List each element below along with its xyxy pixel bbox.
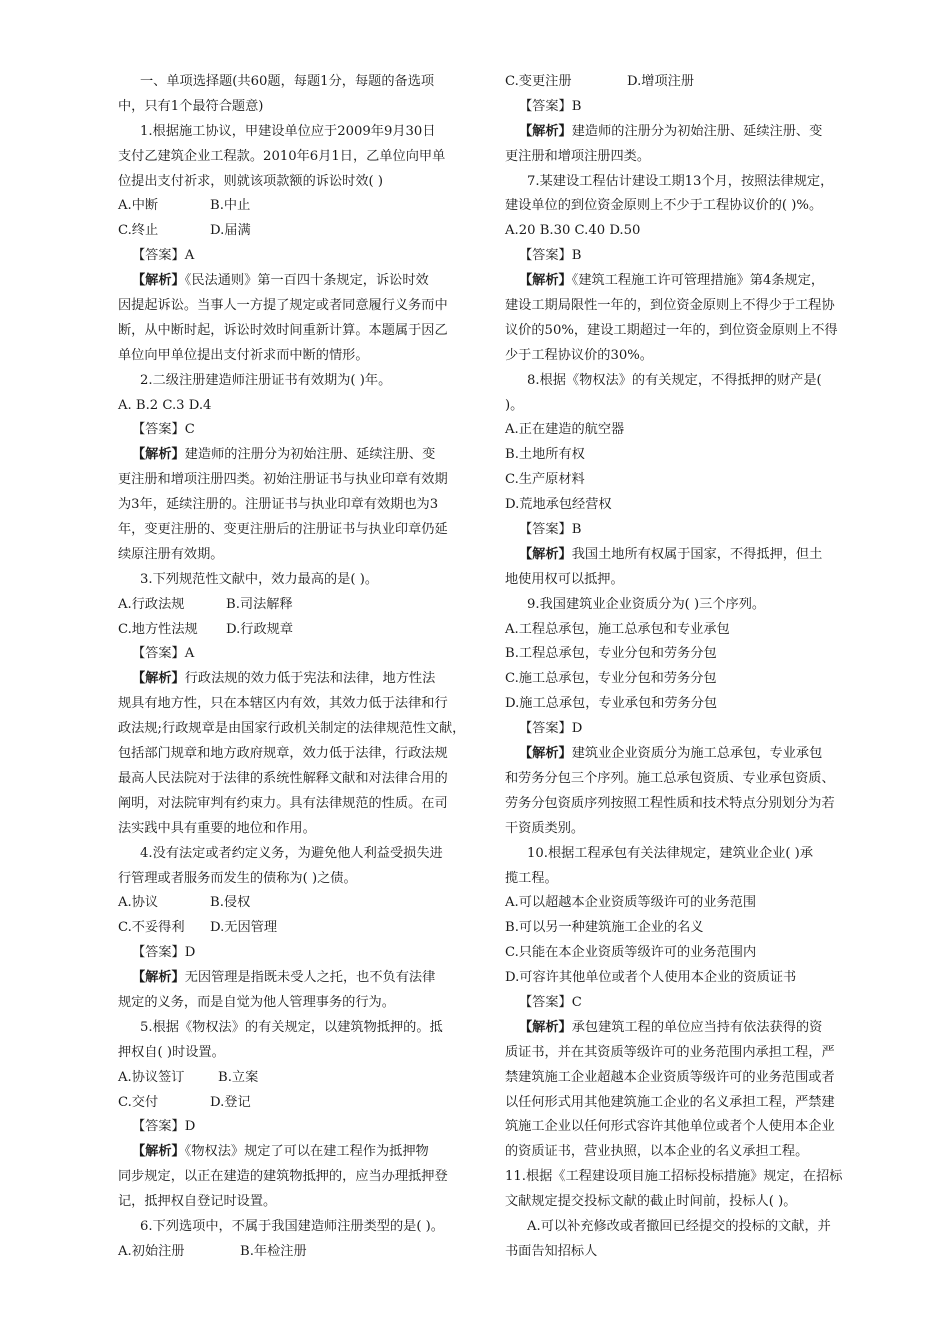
text-line: 地使用权可以抵押。 — [505, 571, 624, 587]
option-a: C.不妥得利 — [118, 920, 185, 936]
answer-line: 【答案】C — [519, 994, 582, 1010]
text-line: 质证书，并在其资质等级许可的业务范围内承担工程，严 — [505, 1044, 835, 1060]
option-b: B.中止 — [210, 198, 251, 214]
text-line: 规定的义务，而是自觉为他人管理事务的行为。 — [118, 994, 395, 1010]
text-line: 最高人民法院对于法律的系统性解释文献和对法律合用的 — [118, 770, 448, 786]
option-pair-line — [118, 618, 470, 643]
text-line: 续原注册有效期。 — [118, 546, 224, 562]
option-a: A.初始注册 — [118, 1243, 185, 1259]
analysis-line: 【解析】建造师的注册分为初始注册、延续注册、变 — [132, 447, 436, 463]
text-line: 行管理或者服务而发生的债称为( )之债。 — [118, 870, 357, 886]
text-line: 中，只有1个最符合题意) — [118, 98, 264, 114]
text-line: 一、单项选择题(共60题，每题1分，每题的备选项 — [140, 74, 435, 89]
option-line: A.正在建造的航空器 — [505, 422, 625, 438]
option-a: C.交付 — [118, 1094, 159, 1110]
answer-line: 【答案】A — [132, 646, 195, 662]
option-pair-line — [118, 194, 470, 219]
text-line: 建设工期局限性一年的，到位资金原则上不得少于工程协 — [505, 298, 835, 314]
text-line: 位提出支付祈求，则就该项款额的诉讼时效( ) — [118, 173, 384, 189]
option-pair-line — [118, 593, 470, 618]
option-line: C.施工总承包，专业分包和劳务分包 — [505, 671, 717, 687]
analysis-line: 【解析】行政法规的效力低于宪法和法律，地方性法 — [132, 671, 436, 687]
text-line: 干资质类别。 — [505, 820, 585, 836]
analysis-line: 【解析】《物权法》规定了可以在建工程作为抵押物 — [132, 1144, 429, 1160]
option-line: A.20 B.30 C.40 D.50 — [505, 223, 641, 239]
text-line: 政法规;行政规章是由国家行政机关制定的法律规范性文献， — [118, 721, 466, 737]
option-pair-line — [118, 219, 470, 244]
option-line: B.可以另一种建筑施工企业的名义 — [505, 920, 704, 936]
left-column — [118, 70, 470, 1265]
option-pair-line — [118, 1066, 470, 1091]
analysis-line: 【解析】我国土地所有权属于国家，不得抵押，但土 — [519, 546, 823, 562]
text-line: )。 — [505, 397, 524, 413]
option-line: A. B.2 C.3 D.4 — [118, 397, 212, 413]
option-a: C.变更注册 — [505, 74, 572, 89]
text-line: 为3年，延续注册的。注册证书与执业印章有效期也为3 — [118, 497, 439, 513]
text-line: 建设单位的到位资金原则上不少于工程协议价的( )%。 — [505, 198, 823, 214]
answer-line: 【答案】D — [132, 1119, 196, 1135]
text-line: 揽工程。 — [505, 870, 558, 886]
option-pair-line — [505, 70, 857, 95]
option-line: A.工程总承包，施工总承包和专业承包 — [505, 621, 730, 637]
option-pair-line — [118, 1240, 470, 1265]
option-b: D.登记 — [210, 1094, 251, 1110]
text-line: 以任何形式用其他建筑施工企业的名义承担工程，严禁建 — [505, 1094, 835, 1110]
text-line: 劳务分包资质序列按照工程性质和技术特点分别划分为若 — [505, 795, 835, 811]
option-b: B.司法解释 — [226, 596, 293, 612]
question-line: 7.某建设工程估计建设工期13个月，按照法律规定， — [527, 173, 834, 189]
text-line: 单位向甲单位提出支付祈求而中断的情形。 — [118, 347, 369, 363]
analysis-line: 【解析】承包建筑工程的单位应当持有依法获得的资 — [519, 1019, 823, 1035]
option-b: D.增项注册 — [627, 74, 695, 89]
answer-line: 【答案】D — [519, 721, 583, 737]
option-a: A.中断 — [118, 198, 159, 214]
option-a: A.协议 — [118, 895, 159, 911]
question-line: 10.根据工程承包有关法律规定，建筑业企业( )承 — [527, 845, 814, 861]
text-line: 押权自( )时设置。 — [118, 1044, 225, 1060]
option-line: D.施工总承包，专业承包和劳务分包 — [505, 696, 718, 712]
text-line: 断，从中断时起，诉讼时效时间重新计算。本题属于因乙 — [118, 322, 448, 338]
option-a: C.地方性法规 — [118, 621, 198, 637]
analysis-line: 【解析】《民法通则》第一百四十条规定，诉讼时效 — [132, 273, 429, 289]
answer-line: 【答案】B — [519, 522, 582, 538]
text-line: 的资质证书，营业执照，以本企业的名义承担工程。 — [505, 1144, 809, 1160]
option-line: B.土地所有权 — [505, 447, 585, 463]
option-b: B.年检注册 — [240, 1243, 307, 1259]
question-line: 2.二级注册建造师注册证书有效期为( )年。 — [140, 372, 392, 388]
option-pair-line — [118, 916, 470, 941]
question-line: 5.根据《物权法》的有关规定，以建筑物抵押的。抵 — [140, 1019, 443, 1035]
analysis-line: 【解析】《建筑工程施工许可管理措施》第4条规定， — [519, 273, 825, 289]
option-line: D.可容许其他单位或者个人使用本企业的资质证书 — [505, 970, 797, 986]
answer-line: 【答案】C — [132, 422, 195, 438]
text-line: 因提起诉讼。当事人一方提了规定或者同意履行义务而中 — [118, 298, 448, 314]
text-line: 议价的50%，建设工期超过一年的，到位资金原则上不得 — [505, 322, 838, 338]
option-line: D.荒地承包经营权 — [505, 497, 612, 513]
option-a: A.行政法规 — [118, 596, 185, 612]
option-line: A.可以补充修改或者撤回已经提交的投标的文献，并 — [527, 1218, 831, 1234]
option-b: D.届满 — [210, 223, 251, 239]
question-line: 1.根据施工协议，甲建设单位应于2009年9月30日 — [140, 123, 436, 139]
text-line: 书面告知招标人 — [505, 1243, 598, 1259]
answer-line: 【答案】A — [132, 248, 195, 264]
text-line: 同步规定，以正在建造的建筑物抵押的，应当办理抵押登 — [118, 1169, 448, 1185]
option-pair-line — [118, 1091, 470, 1116]
option-b: B.侵权 — [210, 895, 251, 911]
option-line: C.生产原材料 — [505, 472, 585, 488]
option-pair-line — [118, 891, 470, 916]
question-line: 11.根据《工程建设项目施工招标投标措施》规定，在招标 — [505, 1169, 843, 1185]
text-line: 更注册和增项注册四类。 — [505, 148, 651, 164]
option-b: B.立案 — [218, 1069, 259, 1085]
text-line: 规具有地方性，只在本辖区内有效，其效力低于法律和行 — [118, 696, 448, 712]
analysis-line: 【解析】建筑业企业资质分为施工总承包，专业承包 — [519, 746, 823, 762]
option-line: C.只能在本企业资质等级许可的业务范围内 — [505, 945, 757, 961]
option-b: D.无因管理 — [210, 920, 278, 936]
right-column — [505, 70, 857, 1265]
option-line: A.可以超越本企业资质等级许可的业务范围 — [505, 895, 757, 911]
analysis-line: 【解析】建造师的注册分为初始注册、延续注册、变 — [519, 123, 823, 139]
option-a: C.终止 — [118, 223, 159, 239]
question-line: 3.下列规范性文献中，效力最高的是( )。 — [140, 571, 379, 587]
question-line: 4.没有法定或者约定义务，为避免他人利益受损失进 — [140, 845, 443, 861]
text-line: 支付乙建筑企业工程款。2010年6月1日，乙单位向甲单 — [118, 148, 446, 164]
question-line: 6.下列选项中，不属于我国建造师注册类型的是( )。 — [140, 1218, 444, 1234]
text-line: 年，变更注册的、变更注册后的注册证书与执业印章仍延 — [118, 522, 448, 538]
text-line: 禁建筑施工企业超越本企业资质等级许可的业务范围或者 — [505, 1069, 835, 1085]
question-line: 8.根据《物权法》的有关规定，不得抵押的财产是( — [527, 372, 822, 388]
text-line: 阐明，对法院审判有约束力。具有法律规范的性质。在司 — [118, 795, 448, 811]
option-line: B.工程总承包，专业分包和劳务分包 — [505, 646, 717, 662]
text-line: 和劳务分包三个序列。施工总承包资质、专业承包资质、 — [505, 770, 835, 786]
text-line: 筑施工企业以任何形式容许其他单位或者个人使用本企业 — [505, 1119, 835, 1135]
analysis-line: 【解析】无因管理是指既未受人之托，也不负有法律 — [132, 970, 436, 986]
answer-line: 【答案】D — [132, 945, 196, 961]
text-line: 少于工程协议价的30%。 — [505, 347, 653, 363]
text-line: 包括部门规章和地方政府规章，效力低于法律，行政法规 — [118, 746, 448, 762]
option-b: D.行政规章 — [226, 621, 294, 637]
answer-line: 【答案】B — [519, 98, 582, 114]
answer-line: 【答案】B — [519, 248, 582, 264]
option-a: A.协议签订 — [118, 1069, 185, 1085]
text-line: 法实践中具有重要的地位和作用。 — [118, 820, 316, 836]
text-line: 文献规定提交投标文献的截止时间前，投标人( )。 — [505, 1194, 797, 1210]
question-line: 9.我国建筑业企业资质分为( )三个序列。 — [527, 596, 766, 612]
text-line: 记，抵押权自登记时设置。 — [118, 1194, 277, 1210]
text-line: 更注册和增项注册四类。初始注册证书与执业印章有效期 — [118, 472, 448, 488]
